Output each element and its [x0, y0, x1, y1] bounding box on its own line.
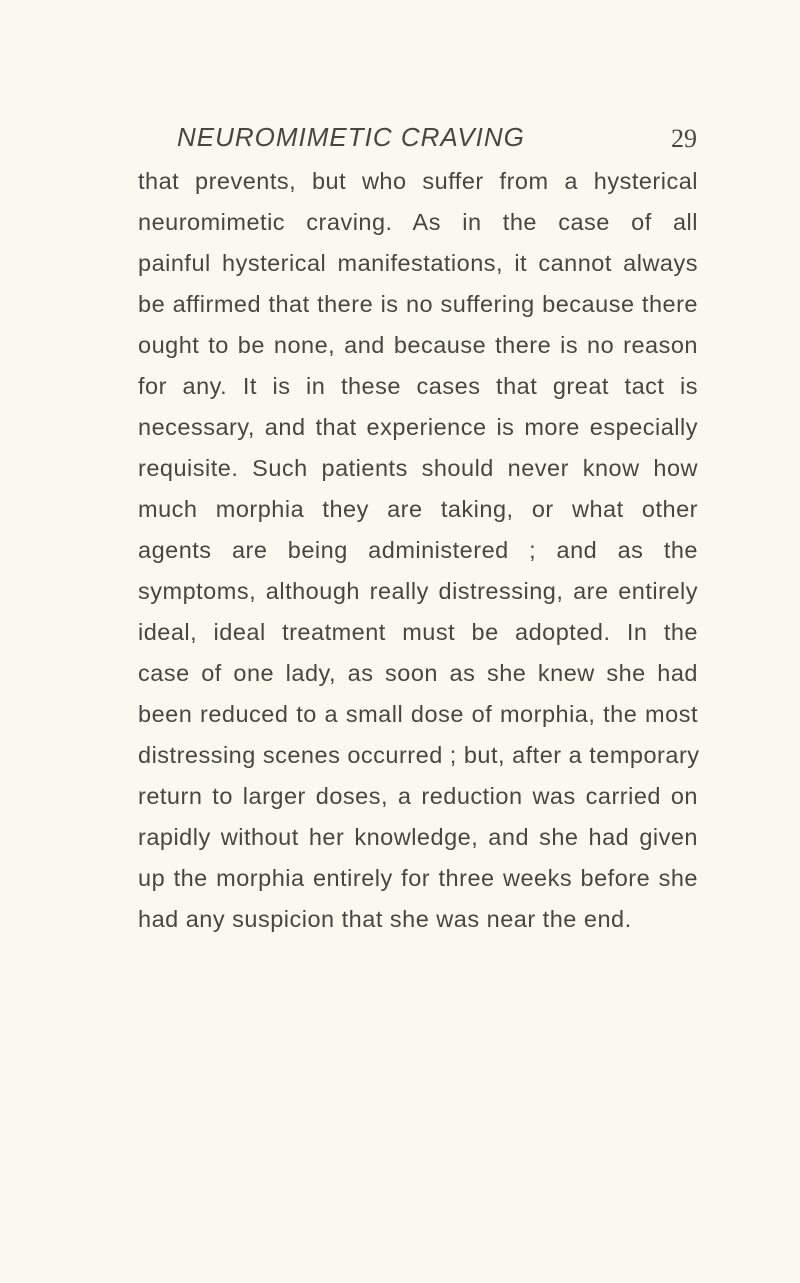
text-line: that prevents, but who suffer from a hysterical — [138, 168, 698, 194]
text-line: rapidly without her knowledge, and she had given — [138, 824, 698, 850]
text-line: case of one lady, as soon as she knew she had — [138, 660, 698, 686]
text-line: for any. It is in these cases that great tact is — [138, 373, 698, 399]
page-number: 29 — [671, 124, 697, 153]
text-line: agents are being administered ; and as the — [138, 537, 698, 563]
text-line: painful hysterical manifestations, it cannot always — [138, 250, 698, 276]
running-head — [177, 122, 697, 158]
text-line: be affirmed that there is no suffering because there — [138, 291, 698, 317]
text-line: distressing scenes occurred ; but, after a temporary — [138, 742, 700, 768]
text-line: necessary, and that experience is more especially — [138, 414, 698, 440]
text-line: ideal, ideal treatment must be adopted. In the — [138, 619, 698, 645]
text-line: symptoms, although really distressing, are entirely — [138, 578, 698, 604]
text-line: requisite. Such patients should never know how — [138, 455, 698, 481]
text-line: ought to be none, and because there is no reason — [138, 332, 698, 358]
body-paragraph — [138, 161, 698, 940]
text-line: much morphia they are taking, or what other — [138, 496, 698, 522]
text-line: return to larger doses, a reduction was carried on — [138, 783, 698, 809]
text-line: had any suspicion that she was near the end. — [138, 906, 632, 932]
text-line: been reduced to a small dose of morphia, the most — [138, 701, 698, 727]
text-line: neuromimetic craving. As in the case of all — [138, 209, 698, 235]
running-title: NEUROMIMETIC CRAVING — [177, 122, 525, 152]
text-line: up the morphia entirely for three weeks before she — [138, 865, 698, 891]
